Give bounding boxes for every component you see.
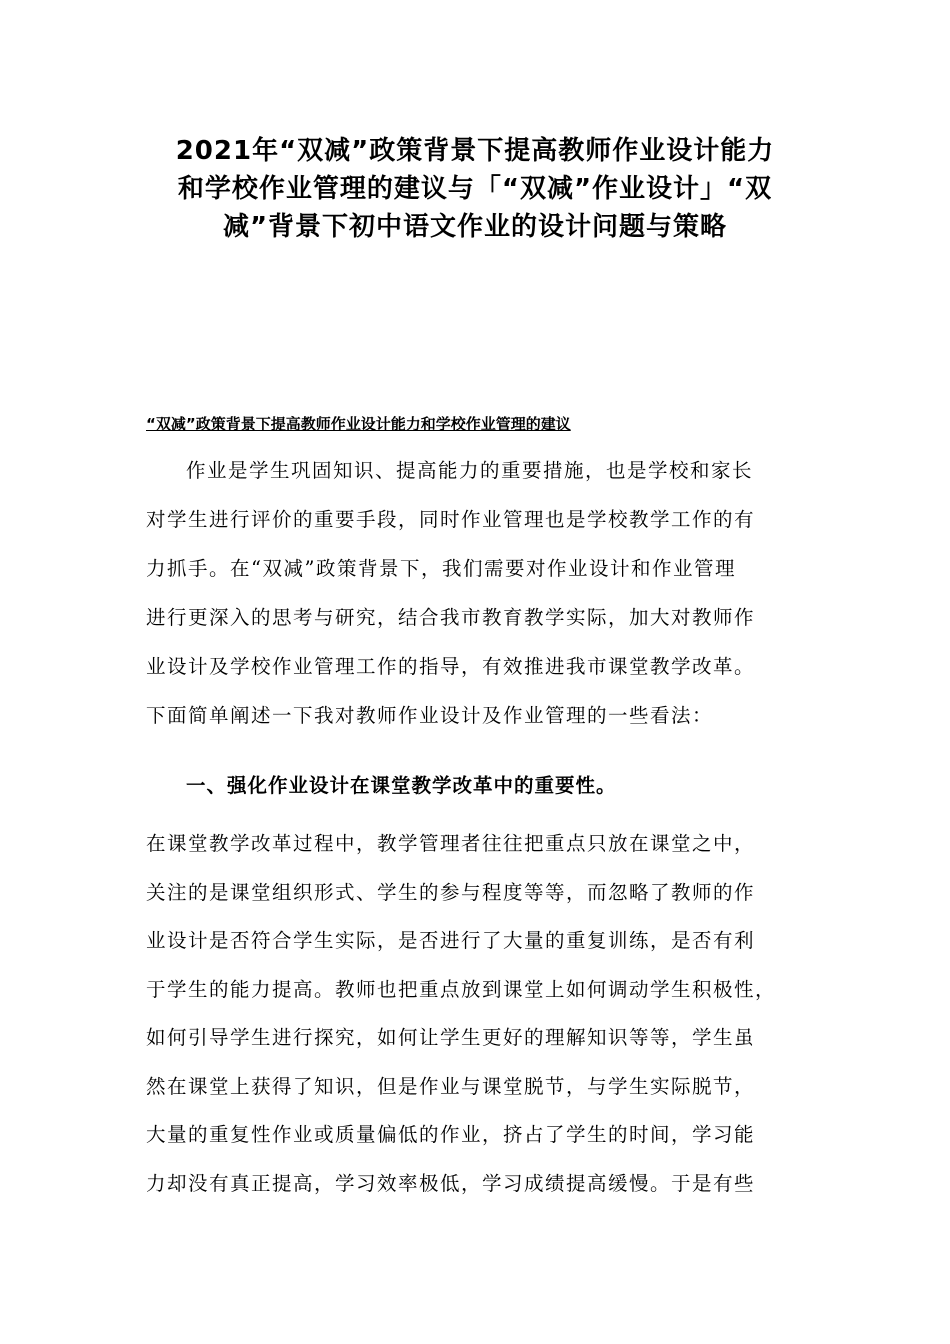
paragraph-line: 下面简单阐述一下我对教师作业设计及作业管理的一些看法： bbox=[146, 704, 714, 727]
paragraph-line: 业设计是否符合学生实际，是否进行了大量的重复训练，是否有利 bbox=[146, 929, 756, 952]
intro-paragraph bbox=[146, 453, 816, 747]
paragraph-line: 在课堂教学改革过程中，教学管理者往往把重点只放在课堂之中， bbox=[146, 832, 756, 855]
section-subheading: “双减”政策背景下提高教师作业设计能力和学校作业管理的建议 bbox=[146, 415, 571, 433]
paragraph-line: 大量的重复性作业或质量偏低的作业，挤占了学生的时间，学习能 bbox=[146, 1123, 756, 1146]
paragraph-line: 对学生进行评价的重要手段，同时作业管理也是学校教学工作的有 bbox=[146, 508, 756, 531]
paragraph-line: 关注的是课堂组织形式、学生的参与程度等等，而忽略了教师的作 bbox=[146, 880, 756, 904]
paragraph-line: 然在课堂上获得了知识，但是作业与课堂脱节，与学生实际脱节， bbox=[146, 1074, 756, 1098]
paragraph-line: 作业是学生巩固知识、提高能力的重要措施，也是学校和家长 bbox=[186, 459, 754, 482]
title-line: 2021年“双减”政策背景下提高教师作业设计能力 bbox=[175, 136, 775, 166]
document-title bbox=[140, 132, 810, 246]
paragraph-line: 力却没有真正提高，学习效率极低，学习成绩提高缓慢。于是有些 bbox=[146, 1171, 756, 1195]
section-paragraph bbox=[146, 826, 816, 1214]
paragraph-line: 进行更深入的思考与研究，结合我市教育教学实际，加大对教师作 bbox=[146, 606, 756, 629]
paragraph-line: 如何引导学生进行探究，如何让学生更好的理解知识等等，学生虽 bbox=[146, 1026, 756, 1049]
section-heading: 一、强化作业设计在课堂教学改革中的重要性。 bbox=[186, 774, 617, 797]
title-line: 和学校作业管理的建议与「“双减”作业设计」“双 bbox=[177, 174, 773, 204]
paragraph-line: 于学生的能力提高。教师也把重点放到课堂上如何调动学生积极性， bbox=[146, 977, 777, 1001]
paragraph-line: 力抓手。在“双减”政策背景下，我们需要对作业设计和作业管理 bbox=[146, 557, 736, 580]
title-line: 减”背景下初中语文作业的设计问题与策略 bbox=[222, 212, 728, 242]
paragraph-line: 业设计及学校作业管理工作的指导，有效推进我市课堂教学改革。 bbox=[146, 655, 756, 678]
